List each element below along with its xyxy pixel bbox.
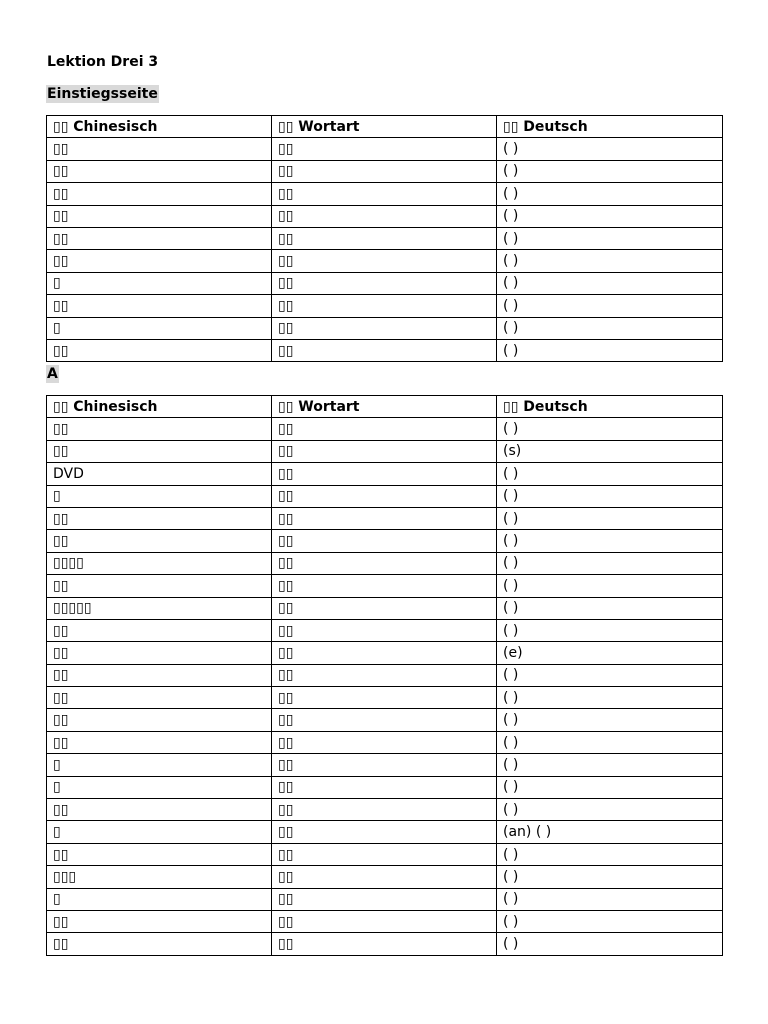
- cell-chinesisch: ▯▯: [47, 575, 272, 597]
- cell-wortart: ▯▯: [272, 910, 497, 932]
- cell-chinesisch: ▯▯▯: [47, 866, 272, 888]
- table-row: [47, 485, 723, 507]
- table-row: [47, 295, 723, 317]
- cell-chinesisch: ▯▯: [47, 250, 272, 272]
- cell-deutsch: ( ): [497, 183, 723, 205]
- cell-deutsch: (s): [497, 440, 723, 462]
- cell-wortart: ▯▯: [272, 821, 497, 843]
- cell-chinesisch: ▯: [47, 272, 272, 294]
- cell-chinesisch: ▯: [47, 754, 272, 776]
- cell-wortart: ▯▯: [272, 843, 497, 865]
- cell-wortart: ▯▯: [272, 642, 497, 664]
- cell-chinesisch: ▯▯: [47, 440, 272, 462]
- cell-deutsch: (e): [497, 642, 723, 664]
- table-row: [47, 821, 723, 843]
- cell-chinesisch: ▯▯: [47, 507, 272, 529]
- cell-deutsch: ( ): [497, 664, 723, 686]
- cell-wortart: ▯▯: [272, 227, 497, 249]
- cell-deutsch: ( ): [497, 250, 723, 272]
- cell-deutsch: ( ): [497, 205, 723, 227]
- table-row: [47, 440, 723, 462]
- cell-deutsch: ( ): [497, 463, 723, 485]
- cell-deutsch: ( ): [497, 227, 723, 249]
- table-row: [47, 530, 723, 552]
- cell-deutsch: ( ): [497, 138, 723, 160]
- cell-deutsch: ( ): [497, 933, 723, 955]
- cell-deutsch: ( ): [497, 687, 723, 709]
- cell-deutsch: ( ): [497, 485, 723, 507]
- cell-chinesisch: ▯▯: [47, 183, 272, 205]
- cell-deutsch: ( ): [497, 866, 723, 888]
- cell-chinesisch: ▯▯: [47, 799, 272, 821]
- table-row: [47, 138, 723, 160]
- section-heading-a: A: [47, 366, 58, 382]
- cell-chinesisch: ▯▯: [47, 138, 272, 160]
- cell-wortart: ▯▯: [272, 418, 497, 440]
- cell-wortart: ▯▯: [272, 888, 497, 910]
- cell-chinesisch: ▯: [47, 821, 272, 843]
- cell-chinesisch: ▯▯▯▯: [47, 552, 272, 574]
- table-row: [47, 799, 723, 821]
- vocab-table-einstiegsseite: [46, 115, 723, 362]
- cell-wortart: ▯▯: [272, 754, 497, 776]
- table-row: [47, 619, 723, 641]
- cell-wortart: ▯▯: [272, 776, 497, 798]
- column-header-deutsch: ▯▯ Deutsch: [497, 396, 723, 418]
- cell-chinesisch: ▯▯: [47, 619, 272, 641]
- cell-wortart: ▯▯: [272, 250, 497, 272]
- cell-wortart: ▯▯: [272, 160, 497, 182]
- cell-chinesisch: ▯▯: [47, 933, 272, 955]
- column-header-chinesisch: ▯▯ Chinesisch: [47, 116, 272, 138]
- column-header-wortart: ▯▯ Wortart: [272, 116, 497, 138]
- cell-deutsch: ( ): [497, 272, 723, 294]
- table-row: [47, 754, 723, 776]
- table-row: [47, 250, 723, 272]
- cell-wortart: ▯▯: [272, 485, 497, 507]
- cell-chinesisch: ▯▯: [47, 664, 272, 686]
- cell-wortart: ▯▯: [272, 597, 497, 619]
- cell-deutsch: ( ): [497, 910, 723, 932]
- cell-chinesisch: DVD: [47, 463, 272, 485]
- cell-chinesisch: ▯▯: [47, 227, 272, 249]
- cell-wortart: ▯▯: [272, 709, 497, 731]
- table-row: [47, 463, 723, 485]
- cell-chinesisch: ▯▯: [47, 709, 272, 731]
- table-row: [47, 709, 723, 731]
- table-row: [47, 418, 723, 440]
- cell-chinesisch: ▯▯: [47, 295, 272, 317]
- cell-wortart: ▯▯: [272, 731, 497, 753]
- table-header-row: [47, 116, 723, 138]
- page-title: Lektion Drei 3: [47, 54, 159, 70]
- column-header-wortart: ▯▯ Wortart: [272, 396, 497, 418]
- cell-wortart: ▯▯: [272, 205, 497, 227]
- cell-wortart: ▯▯: [272, 799, 497, 821]
- cell-chinesisch: ▯: [47, 317, 272, 339]
- table-row: [47, 205, 723, 227]
- cell-wortart: ▯▯: [272, 687, 497, 709]
- cell-chinesisch: ▯▯: [47, 910, 272, 932]
- cell-deutsch: ( ): [497, 709, 723, 731]
- cell-deutsch: ( ): [497, 843, 723, 865]
- cell-wortart: ▯▯: [272, 183, 497, 205]
- section-heading-einstiegsseite: Einstiegsseite: [47, 86, 158, 102]
- cell-chinesisch: ▯: [47, 776, 272, 798]
- column-header-chinesisch: ▯▯ Chinesisch: [47, 396, 272, 418]
- cell-chinesisch: ▯▯: [47, 843, 272, 865]
- cell-deutsch: ( ): [497, 339, 723, 361]
- cell-wortart: ▯▯: [272, 138, 497, 160]
- cell-chinesisch: ▯▯: [47, 160, 272, 182]
- cell-chinesisch: ▯▯: [47, 530, 272, 552]
- cell-deutsch: ( ): [497, 619, 723, 641]
- cell-deutsch: ( ): [497, 295, 723, 317]
- cell-deutsch: ( ): [497, 575, 723, 597]
- table-body: [47, 418, 723, 955]
- cell-wortart: ▯▯: [272, 866, 497, 888]
- cell-wortart: ▯▯: [272, 664, 497, 686]
- table-row: [47, 575, 723, 597]
- table-row: [47, 888, 723, 910]
- cell-chinesisch: ▯: [47, 888, 272, 910]
- cell-chinesisch: ▯▯: [47, 339, 272, 361]
- cell-chinesisch: ▯▯: [47, 642, 272, 664]
- table-row: [47, 597, 723, 619]
- table-row: [47, 910, 723, 932]
- cell-wortart: ▯▯: [272, 272, 497, 294]
- table-header-row: [47, 396, 723, 418]
- cell-deutsch: ( ): [497, 799, 723, 821]
- cell-chinesisch: ▯▯▯▯▯: [47, 597, 272, 619]
- cell-wortart: ▯▯: [272, 575, 497, 597]
- cell-chinesisch: ▯: [47, 485, 272, 507]
- table-row: [47, 731, 723, 753]
- cell-wortart: ▯▯: [272, 530, 497, 552]
- cell-wortart: ▯▯: [272, 619, 497, 641]
- table-row: [47, 933, 723, 955]
- table-row: [47, 339, 723, 361]
- table-row: [47, 843, 723, 865]
- table-row: [47, 507, 723, 529]
- cell-wortart: ▯▯: [272, 339, 497, 361]
- table-row: [47, 866, 723, 888]
- table-row: [47, 776, 723, 798]
- table-row: [47, 687, 723, 709]
- cell-deutsch: ( ): [497, 507, 723, 529]
- cell-deutsch: ( ): [497, 317, 723, 339]
- cell-chinesisch: ▯▯: [47, 687, 272, 709]
- table-body: [47, 138, 723, 362]
- table-row: [47, 317, 723, 339]
- cell-wortart: ▯▯: [272, 317, 497, 339]
- cell-wortart: ▯▯: [272, 933, 497, 955]
- cell-deutsch: ( ): [497, 731, 723, 753]
- column-header-deutsch: ▯▯ Deutsch: [497, 116, 723, 138]
- cell-wortart: ▯▯: [272, 295, 497, 317]
- cell-wortart: ▯▯: [272, 552, 497, 574]
- table-row: [47, 183, 723, 205]
- table-row: [47, 160, 723, 182]
- cell-deutsch: ( ): [497, 418, 723, 440]
- cell-deutsch: ( ): [497, 552, 723, 574]
- table-row: [47, 272, 723, 294]
- cell-chinesisch: ▯▯: [47, 731, 272, 753]
- table-row: [47, 642, 723, 664]
- table-row: [47, 227, 723, 249]
- table-row: [47, 552, 723, 574]
- cell-deutsch: ( ): [497, 888, 723, 910]
- cell-wortart: ▯▯: [272, 507, 497, 529]
- cell-chinesisch: ▯▯: [47, 205, 272, 227]
- cell-deutsch: ( ): [497, 597, 723, 619]
- table-row: [47, 664, 723, 686]
- cell-deutsch: ( ): [497, 776, 723, 798]
- cell-deutsch: ( ): [497, 160, 723, 182]
- vocab-table-a: [46, 395, 723, 956]
- cell-deutsch: ( ): [497, 754, 723, 776]
- cell-deutsch: (an) ( ): [497, 821, 723, 843]
- cell-chinesisch: ▯▯: [47, 418, 272, 440]
- cell-wortart: ▯▯: [272, 463, 497, 485]
- cell-deutsch: ( ): [497, 530, 723, 552]
- cell-wortart: ▯▯: [272, 440, 497, 462]
